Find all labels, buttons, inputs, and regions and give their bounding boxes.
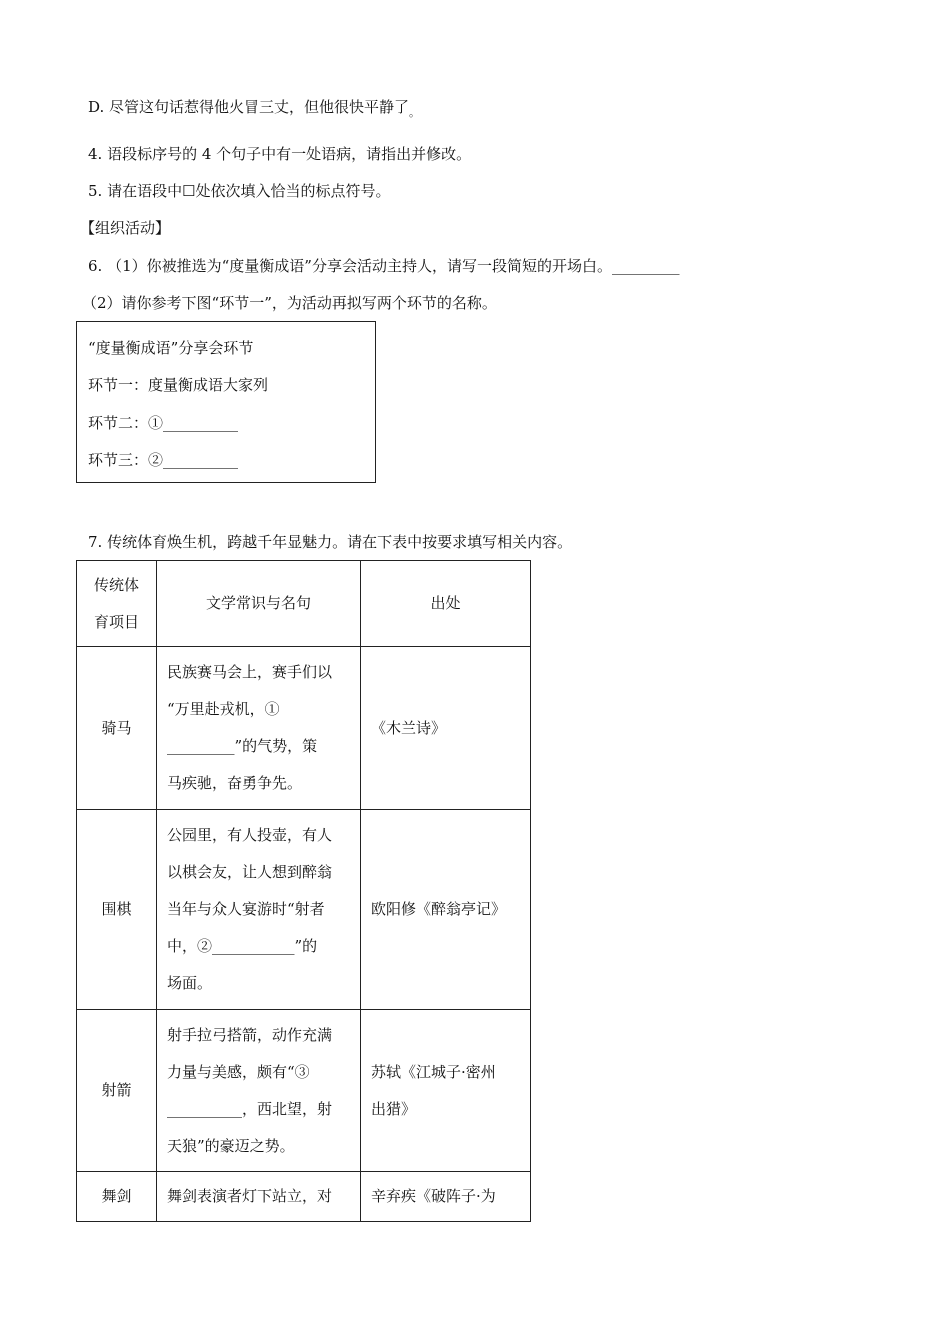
header-sport [77, 561, 157, 647]
option-d-text: D. 尽管这句话惹得他火冒三丈，但他很快平静了 [88, 98, 410, 116]
text-line: 马疾驰，奋勇争先。 [167, 774, 303, 792]
text-cell [157, 1010, 361, 1172]
source-line: 苏轼《江城子·密州 [371, 1062, 496, 1081]
text-line: 场面。 [167, 974, 213, 992]
source-cell [361, 810, 531, 1010]
text-line: 天狼”的豪迈之势。 [167, 1136, 295, 1155]
table-row [77, 647, 531, 810]
text-cell [157, 1172, 361, 1222]
table-row [77, 810, 531, 1010]
text-line: 以棋会友，让人想到醉翁 [167, 863, 333, 881]
source-cell [361, 1172, 531, 1222]
box-step-2: 环节二：①__________ [88, 414, 239, 432]
header-literature: 文学常识与名句 [157, 561, 361, 647]
source-line: 出猎》 [371, 1099, 417, 1118]
header-sport-line-1: 传统体 [93, 575, 139, 594]
text-line: “万里赴戎机，① [167, 700, 280, 718]
header-source: 出处 [361, 561, 531, 647]
text-line: 当年与众人宴游时“射者 [167, 900, 325, 918]
source-line: 欧阳修《醉翁亭记》 [371, 900, 507, 918]
source-cell [361, 647, 531, 810]
sport-cell: 舞剑 [77, 1172, 157, 1222]
sport-cell: 围棋 [77, 810, 157, 1010]
text-line: _________”的气势，策 [167, 737, 318, 755]
text-line: 中，②___________”的 [167, 937, 318, 955]
text-line: 民族赛马会上，赛手们以 [167, 663, 333, 681]
question-6-part-2: （2）请你参考下图“环节一”，为活动再拟写两个环节的名称。 [82, 294, 497, 312]
question-4: 4. 语段标序号的 4 个句子中有一处语病，请指出并修改。 [88, 145, 472, 163]
option-d-period: 。 [409, 106, 421, 119]
box-step-1: 环节一：度量衡成语大家列 [88, 376, 269, 394]
text-line: 射手拉弓搭箭，动作充满 [167, 1025, 333, 1044]
box-step-3: 环节三：②__________ [88, 451, 239, 469]
activity-steps-box [76, 321, 376, 483]
question-6-part-1: 6. （1）你被推选为“度量衡成语”分享会活动主持人，请写一段简短的开场白。_________ [88, 257, 680, 275]
table-header-row [77, 561, 531, 647]
text-line: __________，西北望，射 [167, 1099, 333, 1118]
sports-table [76, 560, 531, 1222]
table-row [77, 1172, 531, 1222]
question-7: 7. 传统体育焕生机，跨越千年显魅力。请在下表中按要求填写相关内容。 [88, 533, 573, 551]
text-line: 公园里，有人投壶，有人 [167, 826, 333, 844]
source-cell [361, 1010, 531, 1172]
text-line: 舞剑表演者灯下站立，对 [167, 1187, 333, 1205]
text-line: 力量与美感，颇有“③ [167, 1062, 310, 1081]
section-heading: 【组织活动】 [80, 219, 171, 237]
text-cell [157, 647, 361, 810]
text-cell [157, 810, 361, 1010]
option-d [88, 97, 420, 123]
sport-cell: 骑马 [77, 647, 157, 810]
question-5: 5. 请在语段中☐处依次填入恰当的标点符号。 [88, 182, 391, 200]
sport-cell: 射箭 [77, 1010, 157, 1172]
source-line: 《木兰诗》 [371, 718, 447, 737]
source-line: 辛弃疾《破阵子·为 [371, 1187, 496, 1205]
table-row [77, 1010, 531, 1172]
header-sport-line-2: 育项目 [93, 612, 139, 631]
box-title: “度量衡成语”分享会环节 [88, 339, 254, 357]
